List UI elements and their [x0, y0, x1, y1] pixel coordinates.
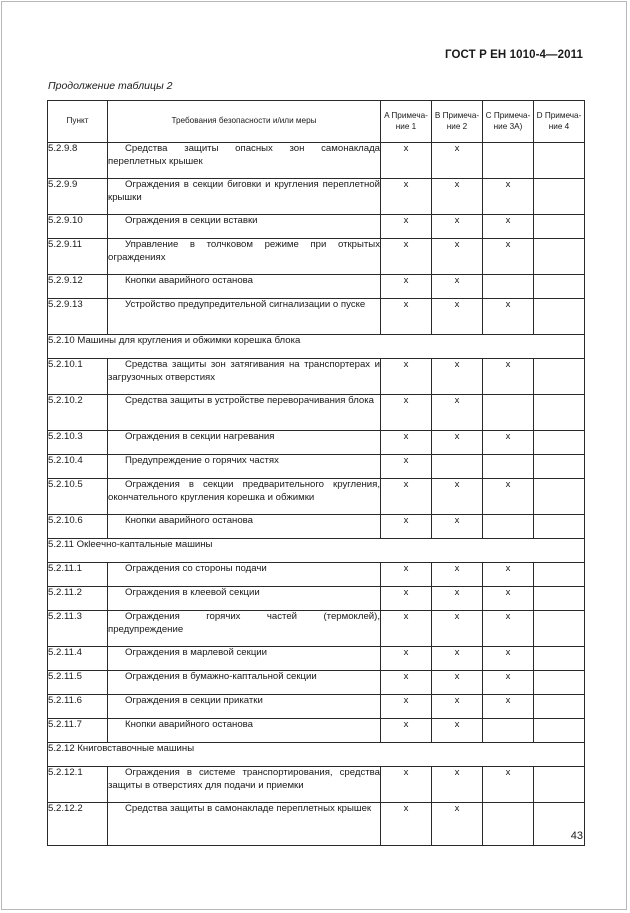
mark-a: x	[381, 455, 432, 479]
row-requirement: Ограждения со стороны подачи	[108, 563, 381, 587]
table-row	[48, 143, 585, 179]
row-requirement: Ограждения в секции биговки и кругления переплетной крышки	[108, 179, 381, 215]
mark-c: x	[483, 299, 534, 335]
row-number: 5.2.11.3	[48, 611, 108, 647]
mark-d	[534, 431, 585, 455]
table-row	[48, 587, 585, 611]
table-row	[48, 299, 585, 335]
mark-b	[432, 455, 483, 479]
col-header-requirements: Требования безопасности и/или меры	[108, 101, 381, 143]
mark-b: x	[432, 299, 483, 335]
row-requirement: Ограждения в клеевой секции	[108, 587, 381, 611]
row-requirement: Ограждения в марлевой секции	[108, 647, 381, 671]
table-row	[48, 479, 585, 515]
mark-a: x	[381, 299, 432, 335]
row-requirement: Ограждения в бумажно-каптальной секции	[108, 671, 381, 695]
row-number: 5.2.10.3	[48, 431, 108, 455]
mark-c: x	[483, 179, 534, 215]
mark-c	[483, 275, 534, 299]
row-number: 5.2.12.2	[48, 803, 108, 846]
page-number: 43	[570, 830, 583, 842]
mark-b: x	[432, 479, 483, 515]
mark-b: x	[432, 395, 483, 431]
mark-d	[534, 563, 585, 587]
row-requirement: Кнопки аварийного останова	[108, 719, 381, 743]
row-requirement: Ограждения в секции прикатки	[108, 695, 381, 719]
table-row	[48, 647, 585, 671]
mark-a: x	[381, 215, 432, 239]
table-row	[48, 611, 585, 647]
mark-a: x	[381, 359, 432, 395]
row-number: 5.2.10.2	[48, 395, 108, 431]
mark-a: x	[381, 767, 432, 803]
mark-b: x	[432, 239, 483, 275]
row-requirement: Управление в толчковом режиме при открытых ограждениях	[108, 239, 381, 275]
section-title: 5.2.11 Окleeчно-каптальные машины	[48, 539, 585, 563]
mark-d	[534, 719, 585, 743]
mark-d	[534, 179, 585, 215]
table-row	[48, 671, 585, 695]
mark-d	[534, 299, 585, 335]
row-number: 5.2.10.6	[48, 515, 108, 539]
mark-a: x	[381, 587, 432, 611]
row-number: 5.2.10.4	[48, 455, 108, 479]
mark-a: x	[381, 611, 432, 647]
mark-b: x	[432, 143, 483, 179]
mark-c: x	[483, 767, 534, 803]
table-row	[48, 275, 585, 299]
table-header-row	[48, 101, 585, 143]
mark-c: x	[483, 695, 534, 719]
mark-c	[483, 143, 534, 179]
mark-c: x	[483, 359, 534, 395]
mark-c: x	[483, 587, 534, 611]
table-row	[48, 239, 585, 275]
row-number: 5.2.10.5	[48, 479, 108, 515]
mark-d	[534, 611, 585, 647]
row-number: 5.2.9.9	[48, 179, 108, 215]
mark-c: x	[483, 563, 534, 587]
table-row	[48, 803, 585, 846]
mark-b: x	[432, 587, 483, 611]
mark-b: x	[432, 431, 483, 455]
row-number: 5.2.9.12	[48, 275, 108, 299]
mark-c	[483, 803, 534, 846]
table-row	[48, 455, 585, 479]
mark-b: x	[432, 671, 483, 695]
mark-d	[534, 395, 585, 431]
mark-a: x	[381, 719, 432, 743]
mark-a: x	[381, 143, 432, 179]
mark-b: x	[432, 803, 483, 846]
mark-b: x	[432, 215, 483, 239]
mark-a: x	[381, 239, 432, 275]
section-row	[48, 539, 585, 563]
mark-a: x	[381, 431, 432, 455]
row-requirement: Предупреждение о горячих частях	[108, 455, 381, 479]
mark-c: x	[483, 239, 534, 275]
table-caption: Продолжение таблицы 2	[48, 80, 173, 92]
mark-b: x	[432, 647, 483, 671]
mark-b: x	[432, 563, 483, 587]
mark-a: x	[381, 395, 432, 431]
mark-d	[534, 455, 585, 479]
mark-d	[534, 515, 585, 539]
mark-a: x	[381, 563, 432, 587]
mark-a: x	[381, 179, 432, 215]
mark-c	[483, 395, 534, 431]
row-number: 5.2.12.1	[48, 767, 108, 803]
section-row	[48, 335, 585, 359]
row-requirement: Кнопки аварийного останова	[108, 515, 381, 539]
row-requirement: Устройство предупредительной сигнализации о пуске	[108, 299, 381, 335]
mark-c: x	[483, 671, 534, 695]
row-requirement: Ограждения в секции предварительного кругления, окончательного кругления корешка и обжимки	[108, 479, 381, 515]
mark-a: x	[381, 695, 432, 719]
mark-d	[534, 671, 585, 695]
mark-c: x	[483, 647, 534, 671]
row-number: 5.2.11.2	[48, 587, 108, 611]
row-number: 5.2.11.6	[48, 695, 108, 719]
table-row	[48, 179, 585, 215]
mark-a: x	[381, 647, 432, 671]
row-number: 5.2.9.13	[48, 299, 108, 335]
mark-a: x	[381, 671, 432, 695]
row-requirement: Средства защиты опасных зон самонаклада переплетных крышек	[108, 143, 381, 179]
col-header-d: D Примеча-ние 4	[534, 101, 585, 143]
mark-a: x	[381, 479, 432, 515]
mark-a: x	[381, 515, 432, 539]
mark-b: x	[432, 695, 483, 719]
mark-b: x	[432, 611, 483, 647]
table-row	[48, 395, 585, 431]
mark-b: x	[432, 275, 483, 299]
row-number: 5.2.9.11	[48, 239, 108, 275]
section-title: 5.2.10 Машины для кругления и обжимки корешка блока	[48, 335, 585, 359]
col-header-c: C Примеча-ние 3А)	[483, 101, 534, 143]
mark-c: x	[483, 611, 534, 647]
requirements-table	[47, 100, 585, 846]
mark-d	[534, 479, 585, 515]
row-number: 5.2.9.8	[48, 143, 108, 179]
mark-a: x	[381, 275, 432, 299]
standard-header: ГОСТ Р ЕН 1010-4—2011	[445, 49, 583, 61]
mark-d	[534, 695, 585, 719]
mark-c: x	[483, 215, 534, 239]
row-number: 5.2.11.4	[48, 647, 108, 671]
mark-d	[534, 767, 585, 803]
row-requirement: Ограждения в секции нагревания	[108, 431, 381, 455]
table-row	[48, 563, 585, 587]
row-requirement: Средства защиты зон затягивания на транспортерах и загрузочных отверстиях	[108, 359, 381, 395]
mark-b: x	[432, 719, 483, 743]
row-requirement: Ограждения в системе транспортирования, средства защиты в отверстиях для подачи и приемки	[108, 767, 381, 803]
mark-b: x	[432, 767, 483, 803]
section-row	[48, 743, 585, 767]
table-row	[48, 359, 585, 395]
mark-c: x	[483, 479, 534, 515]
table-row	[48, 695, 585, 719]
row-requirement: Средства защиты в устройстве переворачивания блока	[108, 395, 381, 431]
table-row	[48, 215, 585, 239]
col-header-b: B Примеча-ние 2	[432, 101, 483, 143]
table-row	[48, 719, 585, 743]
mark-d	[534, 359, 585, 395]
row-number: 5.2.11.5	[48, 671, 108, 695]
row-number: 5.2.11.1	[48, 563, 108, 587]
table-row	[48, 767, 585, 803]
section-title: 5.2.12 Книговставочные машины	[48, 743, 585, 767]
mark-b: x	[432, 515, 483, 539]
table-row	[48, 515, 585, 539]
mark-c	[483, 719, 534, 743]
row-number: 5.2.9.10	[48, 215, 108, 239]
mark-c	[483, 515, 534, 539]
mark-d	[534, 275, 585, 299]
row-requirement: Кнопки аварийного останова	[108, 275, 381, 299]
row-number: 5.2.11.7	[48, 719, 108, 743]
row-requirement: Ограждения в секции вставки	[108, 215, 381, 239]
mark-d	[534, 215, 585, 239]
mark-d	[534, 647, 585, 671]
col-header-point: Пункт	[48, 101, 108, 143]
mark-b: x	[432, 179, 483, 215]
row-requirement: Средства защиты в самонакладе переплетных крышек	[108, 803, 381, 846]
mark-d	[534, 587, 585, 611]
row-number: 5.2.10.1	[48, 359, 108, 395]
mark-c: x	[483, 431, 534, 455]
mark-b: x	[432, 359, 483, 395]
mark-a: x	[381, 803, 432, 846]
mark-c	[483, 455, 534, 479]
table-body	[48, 143, 585, 846]
col-header-a: A Примеча-ние 1	[381, 101, 432, 143]
row-requirement: Ограждения горячих частей (термоклей), предупреждение	[108, 611, 381, 647]
mark-d	[534, 239, 585, 275]
mark-d	[534, 143, 585, 179]
table-row	[48, 431, 585, 455]
